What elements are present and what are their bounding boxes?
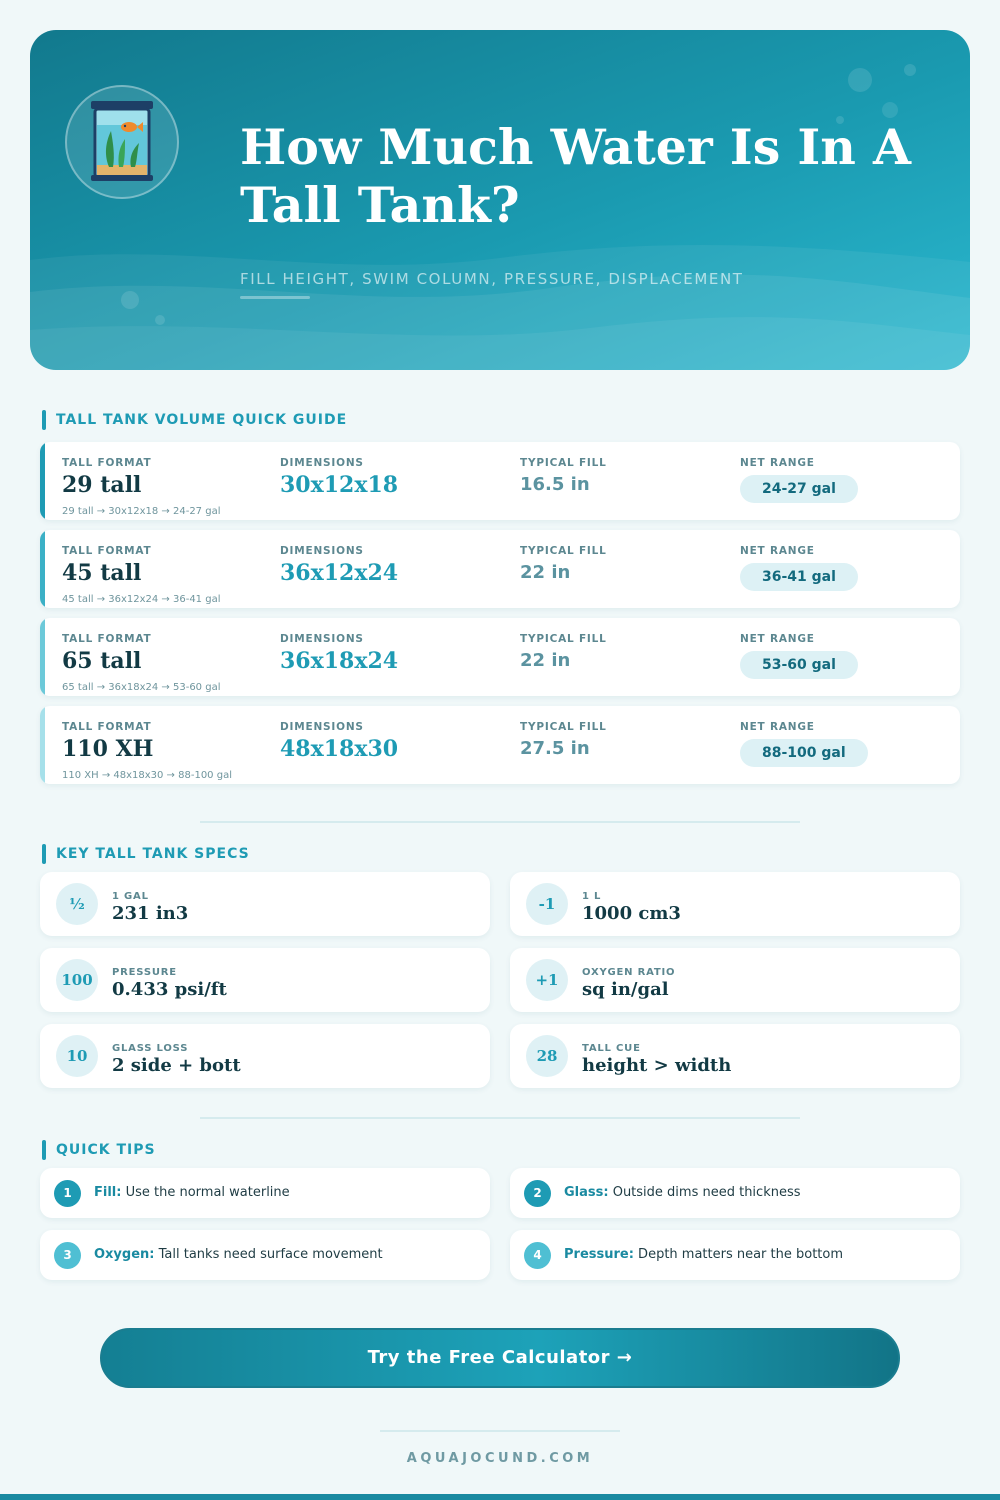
tip-number: 2 xyxy=(524,1180,551,1207)
aquarium-fish-icon xyxy=(65,85,179,199)
format-label: TALL FORMAT xyxy=(62,457,152,469)
spec-value: 1000 cm3 xyxy=(582,903,681,924)
spec-badge: 100 xyxy=(56,959,98,1001)
subtitle-underline xyxy=(240,296,310,299)
row-accent-bar xyxy=(40,706,45,784)
section-divider xyxy=(200,821,800,823)
tip-body: Outside dims need thickness xyxy=(608,1185,801,1200)
tip-number: 1 xyxy=(54,1180,81,1207)
net-range-badge: 53-60 gal xyxy=(740,651,858,679)
tip-card-fill xyxy=(40,1168,490,1218)
spec-card-tall-cue xyxy=(510,1024,960,1088)
page-title: How Much Water Is In A Tall Tank? xyxy=(240,118,911,234)
tip-key: Fill: xyxy=(94,1185,122,1200)
section-divider xyxy=(200,1117,800,1119)
fill-label: TYPICAL FILL xyxy=(520,633,607,645)
tip-text xyxy=(564,1185,801,1200)
fill-label: TYPICAL FILL xyxy=(520,457,607,469)
tank-dimensions: 30x12x18 xyxy=(280,472,399,498)
net-range-badge: 88-100 gal xyxy=(740,739,868,767)
row-summary: 29 tall → 30x12x18 → 24-27 gal xyxy=(62,506,221,517)
tip-key: Oxygen: xyxy=(94,1247,155,1262)
tip-body: Depth matters near the bottom xyxy=(633,1247,844,1262)
tip-number: 3 xyxy=(54,1242,81,1269)
tip-number: 4 xyxy=(524,1242,551,1269)
spec-badge: +1 xyxy=(526,959,568,1001)
range-label: NET RANGE xyxy=(740,721,815,733)
net-range-badge: 36-41 gal xyxy=(740,563,858,591)
dimensions-label: DIMENSIONS xyxy=(280,457,364,469)
spec-value: 0.433 psi/ft xyxy=(112,979,227,1000)
format-label: TALL FORMAT xyxy=(62,721,152,733)
spec-label: OXYGEN RATIO xyxy=(582,967,676,978)
spec-card-oxygen-ratio xyxy=(510,948,960,1012)
spec-value: 2 side + bott xyxy=(112,1055,241,1076)
hero-banner xyxy=(30,30,970,370)
row-accent-bar xyxy=(40,618,45,696)
row-summary: 110 XH → 48x18x30 → 88-100 gal xyxy=(62,770,232,781)
spec-card-glass-loss xyxy=(40,1024,490,1088)
typical-fill: 27.5 in xyxy=(520,738,590,759)
tip-card-oxygen xyxy=(40,1230,490,1280)
row-accent-bar xyxy=(40,442,45,520)
tip-text xyxy=(94,1185,290,1200)
guide-row-110-xh xyxy=(40,706,960,784)
guide-row-29-tall xyxy=(40,442,960,520)
spec-badge: 10 xyxy=(56,1035,98,1077)
row-accent-bar xyxy=(40,530,45,608)
tank-format: 110 XH xyxy=(62,736,154,762)
range-label: NET RANGE xyxy=(740,545,815,557)
tip-card-glass xyxy=(510,1168,960,1218)
spec-card-liter xyxy=(510,872,960,936)
spec-badge: ½ xyxy=(56,883,98,925)
row-summary: 45 tall → 36x12x24 → 36-41 gal xyxy=(62,594,221,605)
spec-card-pressure xyxy=(40,948,490,1012)
tank-dimensions: 36x18x24 xyxy=(280,648,399,674)
spec-label: TALL CUE xyxy=(582,1043,641,1054)
tip-text xyxy=(94,1247,383,1262)
typical-fill: 16.5 in xyxy=(520,474,590,495)
dimensions-label: DIMENSIONS xyxy=(280,633,364,645)
footer-site-link[interactable]: AQUAJOCUND.COM xyxy=(406,1451,594,1466)
spec-card-gallon xyxy=(40,872,490,936)
net-range-badge: 24-27 gal xyxy=(740,475,858,503)
typical-fill: 22 in xyxy=(520,562,571,583)
spec-badge: 28 xyxy=(526,1035,568,1077)
spec-label: 1 L xyxy=(582,891,602,902)
tip-body: Tall tanks need surface movement xyxy=(154,1247,383,1262)
spec-value: sq in/gal xyxy=(582,979,669,1000)
format-label: TALL FORMAT xyxy=(62,545,152,557)
bottom-accent-bar xyxy=(0,1494,1000,1500)
fill-label: TYPICAL FILL xyxy=(520,721,607,733)
spec-label: GLASS LOSS xyxy=(112,1043,189,1054)
footer-divider xyxy=(380,1430,620,1432)
tip-card-pressure xyxy=(510,1230,960,1280)
guide-section-title: TALL TANK VOLUME QUICK GUIDE xyxy=(42,410,347,430)
tank-dimensions: 48x18x30 xyxy=(280,736,399,762)
spec-value: 231 in3 xyxy=(112,903,189,924)
spec-badge: -1 xyxy=(526,883,568,925)
tip-key: Pressure: xyxy=(564,1247,634,1262)
spec-label: PRESSURE xyxy=(112,967,177,978)
calculator-cta-button[interactable]: Try the Free Calculator → xyxy=(100,1328,900,1388)
range-label: NET RANGE xyxy=(740,457,815,469)
tips-section-title: QUICK TIPS xyxy=(42,1140,156,1160)
row-summary: 65 tall → 36x18x24 → 53-60 gal xyxy=(62,682,221,693)
format-label: TALL FORMAT xyxy=(62,633,152,645)
typical-fill: 22 in xyxy=(520,650,571,671)
tip-text xyxy=(564,1247,843,1262)
specs-section-title: KEY TALL TANK SPECS xyxy=(42,844,250,864)
tank-format: 45 tall xyxy=(62,560,142,586)
spec-value: height > width xyxy=(582,1055,732,1076)
dimensions-label: DIMENSIONS xyxy=(280,545,364,557)
fill-label: TYPICAL FILL xyxy=(520,545,607,557)
spec-label: 1 GAL xyxy=(112,891,149,902)
tank-format: 65 tall xyxy=(62,648,142,674)
tank-format: 29 tall xyxy=(62,472,142,498)
dimensions-label: DIMENSIONS xyxy=(280,721,364,733)
tank-dimensions: 36x12x24 xyxy=(280,560,399,586)
guide-row-65-tall xyxy=(40,618,960,696)
hero-subtitle: FILL HEIGHT, SWIM COLUMN, PRESSURE, DISPLACEMENT xyxy=(240,270,744,288)
range-label: NET RANGE xyxy=(740,633,815,645)
guide-row-45-tall xyxy=(40,530,960,608)
tip-body: Use the normal waterline xyxy=(121,1185,290,1200)
tip-key: Glass: xyxy=(564,1185,609,1200)
